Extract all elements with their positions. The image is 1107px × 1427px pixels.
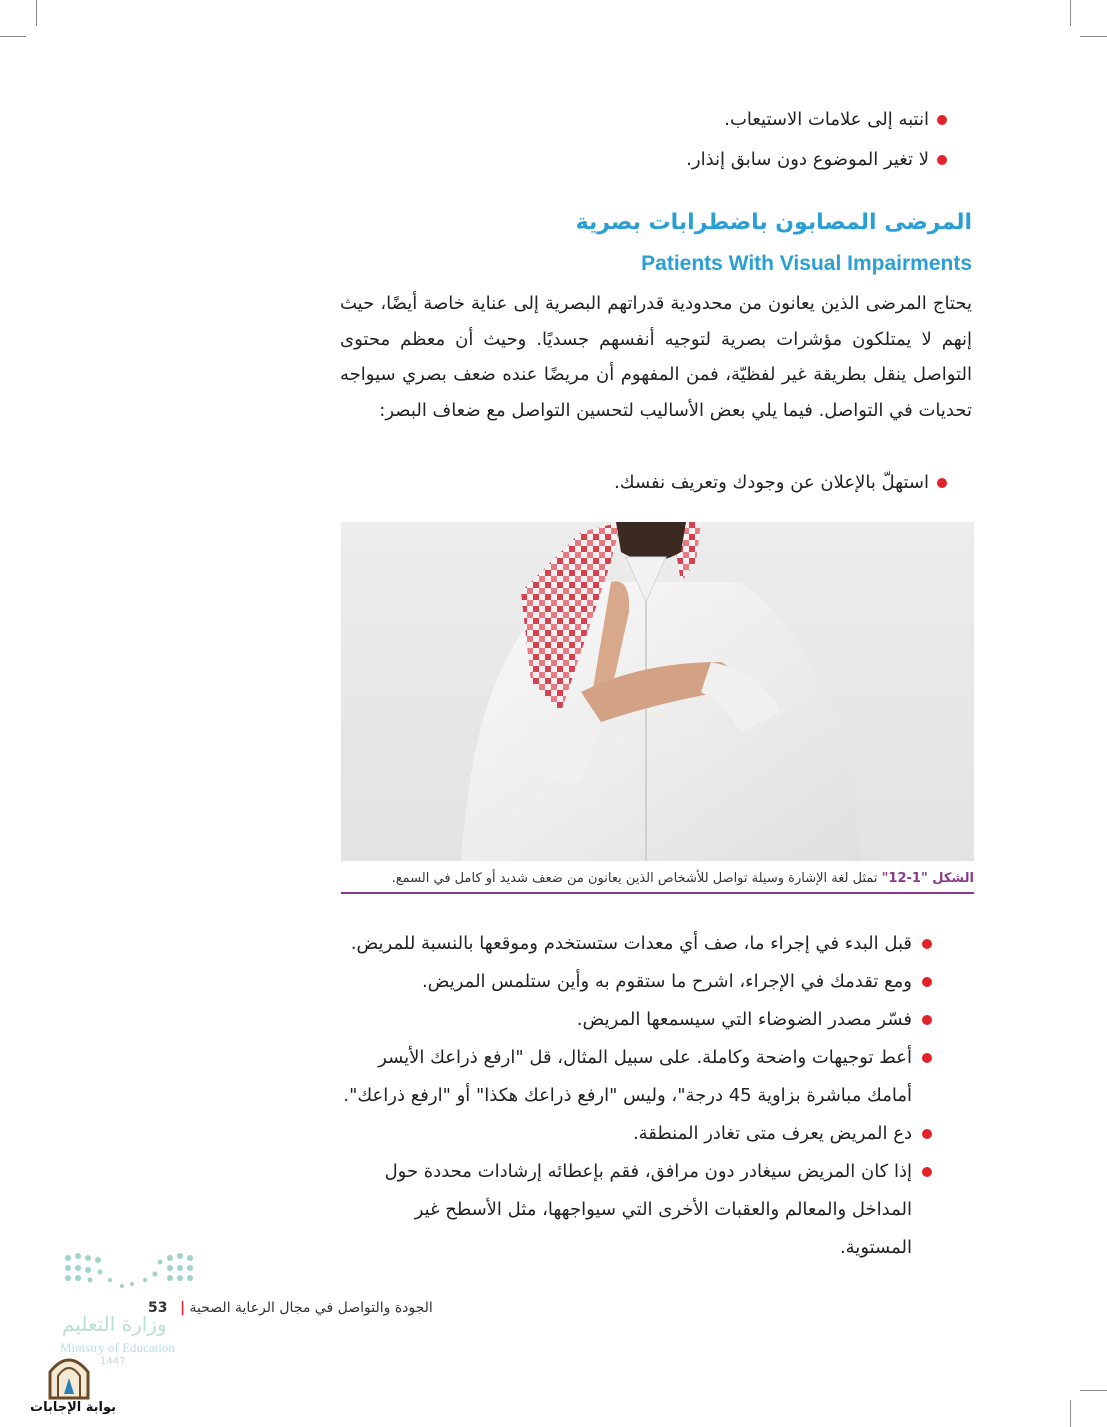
ministry-year: 1447 [100,1356,126,1367]
page-footer [138,1300,433,1316]
bullet-icon [937,478,947,488]
section-paragraph: يحتاج المرضى الذين يعانون من محدودية قدراتهم البصرية إلى عناية خاصة أيضًا، حيث إنهم لا يمتلكون مؤشرات بصرية لتوجيه أنفسهم جسديًا. وحيث أن معظم محتوى التواصل ينقل بطريقة غير لفظيّة، فمن المفهوم أن مريضًا عنده ضعف بصري سيواجه تحديات في التواصل. فيما يلي بعض الأساليب لتحسين التواصل مع ضعاف البصر: [340,293,972,421]
ministry-name-english: Ministry of Education [60,1340,175,1355]
bullet-item: فسّر مصدر الضوضاء التي سيسمعها المريض. [340,1001,932,1039]
ministry-name-arabic: وزارة التعليم [62,1312,167,1336]
sign-language-photo [341,522,974,861]
bullet-item: أعط توجيهات واضحة وكاملة. على سبيل المثال، قل "ارفع ذراعك الأيسر أمامك مباشرة بزاوية 45 درجة"، وليس "ارفع ذراعك هكذا" أو "ارفع ذراعك". [340,1039,932,1115]
bullet-icon [937,115,947,125]
page-number: 53 [148,1300,168,1316]
crop-mark [1080,36,1107,37]
bullet-item: قبل البدء في إجراء ما، صف أي معدات ستستخدم وموقعها بالنسبة للمريض. [340,925,932,963]
figure-label: الشكل "1-12" [881,871,974,886]
section-title-arabic: المرضى المصابون باضطرابات بصرية [575,210,972,235]
bullet-icon [922,1167,932,1177]
bullet-icon [922,1015,932,1025]
crop-mark [0,36,26,37]
bullet-list [340,925,932,1267]
book-title: الجودة والتواصل في مجال الرعاية الصحية [189,1300,433,1316]
bullet-icon [922,1053,932,1063]
portal-name: بوابة الإجابات [30,1400,116,1415]
bullet-item: انتبه إلى علامات الاستيعاب. [307,106,947,134]
footer-divider: | [179,1300,186,1316]
section-title-english: Patients With Visual Impairments [641,252,972,275]
bullet-item: إذا كان المريض سيغادر دون مرافق، فقم بإعطائه إرشادات محددة حول المداخل والمعالم والعقبات الأخرى التي سيواجهها، مثل الأسطح غير المستوية. [340,1153,932,1267]
bullet-item: دع المريض يعرف متى تغادر المنطقة. [340,1115,932,1153]
bullet-icon [922,939,932,949]
bullet-icon [922,1129,932,1139]
crop-mark [36,0,37,26]
figure-caption-text: تمثل لغة الإشارة وسيلة تواصل للأشخاص الذين يعانون من ضعف شديد أو كامل في السمع. [391,871,878,886]
bullet-icon [922,977,932,987]
bullet-item: ومع تقدمك في الإجراء، اشرح ما ستقوم به وأين ستلمس المريض. [340,963,932,1001]
bullet-item: استهلّ بالإعلان عن وجودك وتعريف نفسك. [307,469,947,497]
portal-logo-icon [46,1350,92,1400]
crop-mark [1070,0,1071,26]
bullet-item: لا تغير الموضوع دون سابق إنذار. [307,146,947,174]
figure-caption [341,868,974,894]
crop-mark [1070,1400,1071,1427]
figure-photo [341,522,974,861]
bullet-icon [937,155,947,165]
crop-mark [1080,1390,1107,1391]
